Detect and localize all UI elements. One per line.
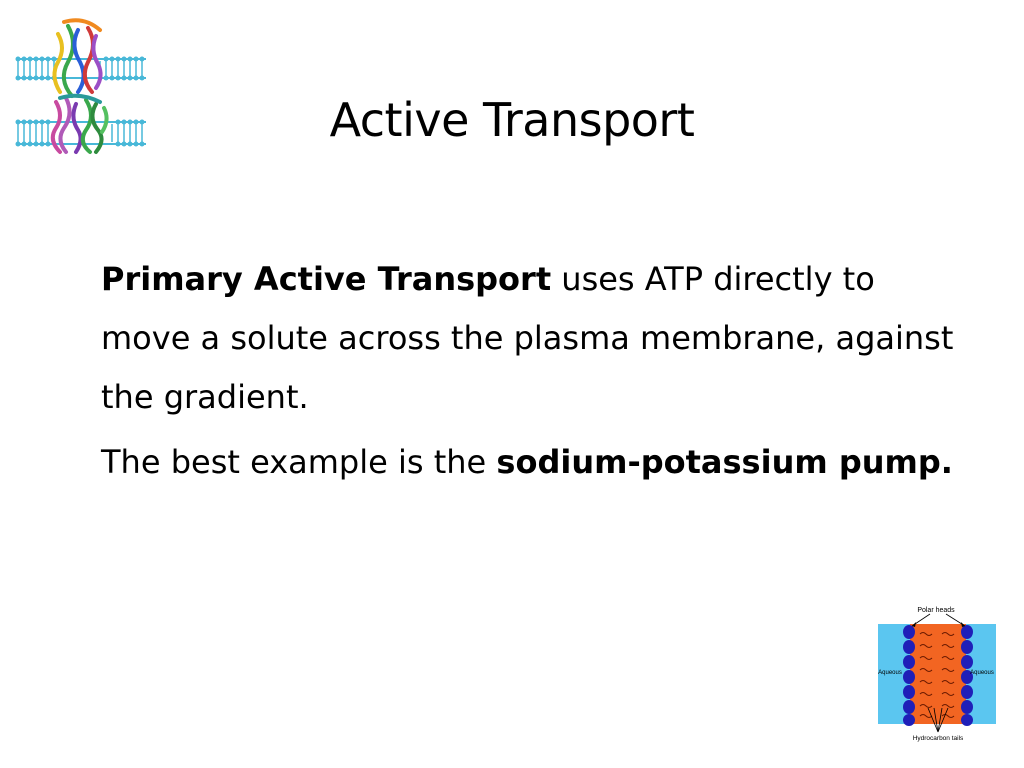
term-sodium-potassium-pump: sodium-potassium pump. — [496, 443, 953, 481]
upper-protein — [54, 20, 100, 96]
slide-body — [101, 250, 961, 498]
paragraph-primary-active-transport — [101, 250, 961, 427]
hydrocarbon-tails-label: Hydrocarbon tails — [912, 735, 964, 742]
polar-heads-label: Polar heads — [917, 607, 955, 614]
aqueous-left-label: Aqueous — [878, 670, 902, 676]
lipid-bilayer-diagram — [872, 602, 1002, 747]
definition-text: uses ATP directly to move a solute across the plasma membrane, against the gradient. — [101, 260, 954, 416]
aqueous-right-label: Aqueous — [970, 670, 994, 676]
paragraph-best-example — [101, 433, 961, 492]
slide-title: Active Transport — [329, 92, 695, 147]
example-lead-text: The best example is the — [101, 443, 497, 481]
hydrocarbon-core — [910, 624, 966, 724]
term-primary-active-transport: Primary Active Transport — [101, 260, 552, 298]
